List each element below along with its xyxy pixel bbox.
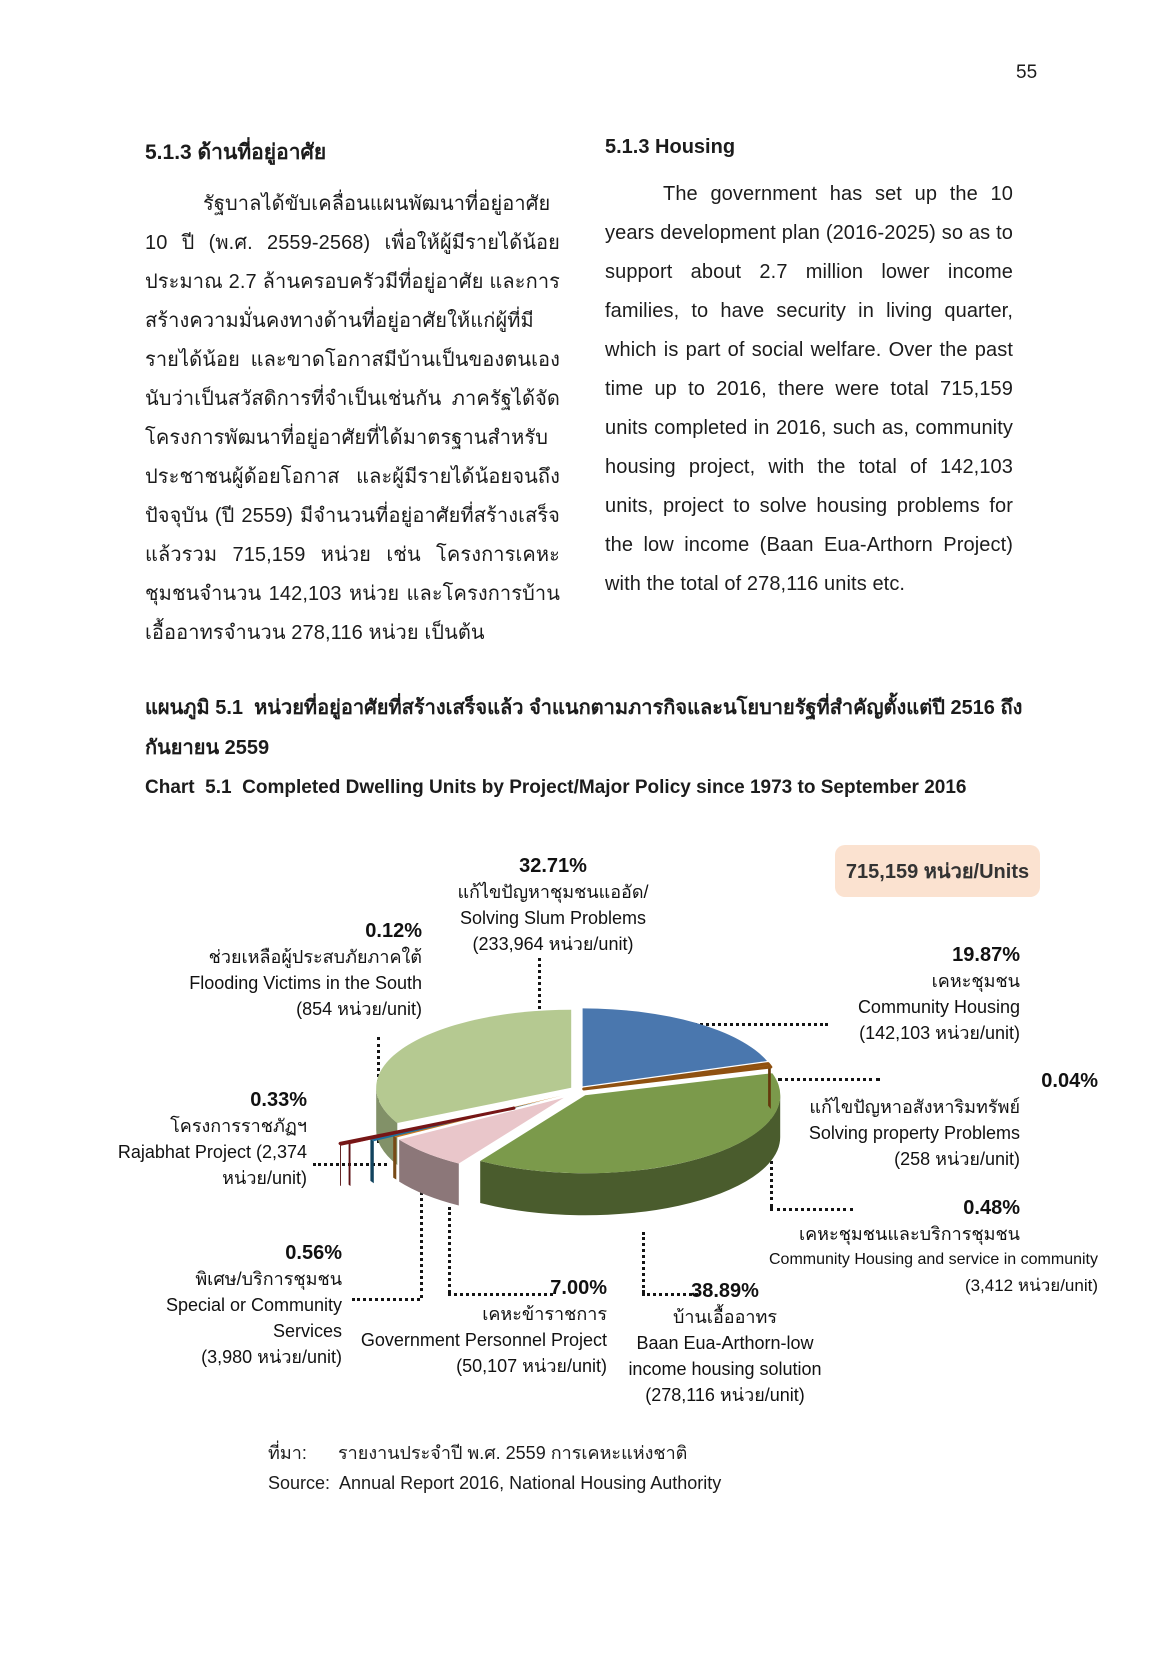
pie-label-line: ช่วยเหลือผู้ประสบภัยภาคใต้ xyxy=(208,947,422,967)
pie-label-line: Solving Slum Problems xyxy=(459,908,647,928)
pie-label-line: 38.89% xyxy=(691,1280,759,1302)
pie-label-line: Special or Community Services xyxy=(165,1295,342,1341)
pie-label-line: เคหะชุมชนและบริการชุมชน xyxy=(798,1224,1020,1244)
pie-chart xyxy=(0,790,1176,1430)
english-paragraph: The government has set up the 10 years development plan (2016-2025) so as to support about 2.7 million lower income families, to have security in living quarter, which is part of social welfare. Over the past time up to 2016, there were total 715,159 units completed in 2016, such as, community housing project, with the total of 142,103 units, project to solve housing problems for the low income (Baan Eua-Arthorn Project) with the total of 278,116 units etc. xyxy=(605,183,1013,595)
pie-label-line: เคหะชุมชน xyxy=(931,971,1020,991)
pie-label-line: (278,116 หน่วย/unit) xyxy=(645,1385,805,1405)
pie-slice-wall xyxy=(349,1143,351,1186)
pie-slice-0 xyxy=(583,1008,767,1086)
pie-slice-wall xyxy=(340,1143,341,1186)
chart-caption-english: Chart 5.1 Completed Dwelling Units by Project/Major Policy since 1973 to September 2016 xyxy=(145,777,967,798)
pie-slice-wall xyxy=(393,1136,396,1180)
pie-label-line: (50,107 หน่วย/unit) xyxy=(456,1356,607,1376)
pie-label-line: (3,412 หน่วย/unit) xyxy=(964,1276,1098,1295)
pie-label-line: เคหะข้าราชการ xyxy=(482,1304,607,1324)
pie-label-line: Baan Eua-Arthorn-low xyxy=(636,1333,814,1353)
source-block xyxy=(268,1438,721,1498)
thai-column xyxy=(145,136,560,653)
source-text-thai: รายงานประจำปี พ.ศ. 2559 การเคหะแห่งชาติ xyxy=(338,1443,688,1463)
pie-label-line: Flooding Victims in the South xyxy=(189,973,422,993)
thai-paragraph: รัฐบาลได้ขับเคลื่อนแผนพัฒนาที่อยู่อาศัย 10 ปี (พ.ศ. 2559-2568) เพื่อให้ผู้มีรายได้น้อยประมาณ 2.7 ล้านครอบครัวมีที่อยู่อาศัย และการสร้างความมั่นคงทางด้านที่อยู่อาศัยให้แก่ผู้ที่มีรายได้น้อย และขาดโอกาสมีบ้านเป็นของตนเอง นับว่าเป็นสวัสดิการที่จำเป็นเช่นกัน ภาครัฐได้จัดโครงการพัฒนาที่อยู่อาศัยที่ได้มาตรฐานสำหรับประชาชนผู้ด้อยโอกาส และผู้มีรายได้น้อยจนถึงปัจจุบัน (ปี 2559) มีจำนวนที่อยู่อาศัยที่สร้างเสร็จแล้วรวม 715,159 หน่วย เช่น โครงการเคหะชุมชนจำนวน 142,103 หน่วย และโครงการบ้านเอื้ออาทรจำนวน 278,116 หน่วย เป็นต้น xyxy=(145,193,560,644)
pie-slice-wall xyxy=(768,1064,771,1109)
pie-label-line: 32.71% xyxy=(519,855,587,877)
pie-label-line: 7.00% xyxy=(550,1277,607,1299)
thai-heading: 5.1.3 ด้านที่อยู่อาศัย xyxy=(145,141,327,164)
total-units-badge: 715,159 หน่วย/Units xyxy=(835,845,1040,897)
pie-label-line: 0.04% xyxy=(1041,1070,1098,1092)
source-label-thai: ที่มา: xyxy=(268,1443,307,1463)
pie-label-line: 0.33% xyxy=(250,1089,307,1111)
pie-label-line: (233,964 หน่วย/unit) xyxy=(472,934,634,954)
chart-figure xyxy=(0,790,1176,1430)
pie-label-line: บ้านเอื้ออาทร xyxy=(672,1307,778,1327)
pie-label-line: แก้ไขปัญหาชุมชนแออัด/ xyxy=(457,882,649,902)
pie-label-line: หน่วย/unit) xyxy=(222,1168,307,1188)
pie-label-line: Government Personnel Project xyxy=(360,1330,607,1350)
pie-label-line: พิเศษ/บริการชุมชน xyxy=(195,1269,342,1289)
english-heading: 5.1.3 Housing xyxy=(605,136,736,158)
pie-label-line: (142,103 หน่วย/unit) xyxy=(859,1023,1020,1043)
pie-label-line: (854 หน่วย/unit) xyxy=(296,999,422,1019)
pie-label-line: Community Housing and service in community xyxy=(768,1251,1098,1268)
pie-label-line: Solving property Problems xyxy=(808,1123,1020,1143)
pie-label-line: แก้ไขปัญหาอสังหาริมทรัพย์ xyxy=(809,1097,1020,1117)
pie-slice-wall xyxy=(370,1139,373,1183)
pie-label-line: income housing solution xyxy=(628,1359,822,1379)
source-text-english: Source: Annual Report 2016, National Housing Authority xyxy=(268,1473,722,1493)
pie-label-line: 19.87% xyxy=(952,944,1020,966)
english-column xyxy=(605,136,1013,604)
pie-label-line: Rajabhat Project (2,374 xyxy=(117,1142,307,1162)
pie-label-line: (258 หน่วย/unit) xyxy=(894,1149,1020,1169)
chart-caption-thai: แผนภูมิ 5.1 หน่วยที่อยู่อาศัยที่สร้างเสร็จแล้ว จำแนกตามภารกิจและนโยบายรัฐที่สำคัญตั้งแต่ปี 2516 ถึง กันยายน 2559 xyxy=(145,697,1028,759)
pie-label-line: 0.12% xyxy=(365,920,422,942)
pie-label-line: (3,980 หน่วย/unit) xyxy=(201,1347,342,1367)
pie-label-line: 0.56% xyxy=(285,1242,342,1264)
pie-label-line: Community Housing xyxy=(857,997,1020,1017)
pie-label-line: โครงการราชภัฏฯ xyxy=(170,1116,307,1136)
pie-label-line: 0.48% xyxy=(963,1197,1020,1219)
page-number: 55 xyxy=(1016,62,1038,83)
